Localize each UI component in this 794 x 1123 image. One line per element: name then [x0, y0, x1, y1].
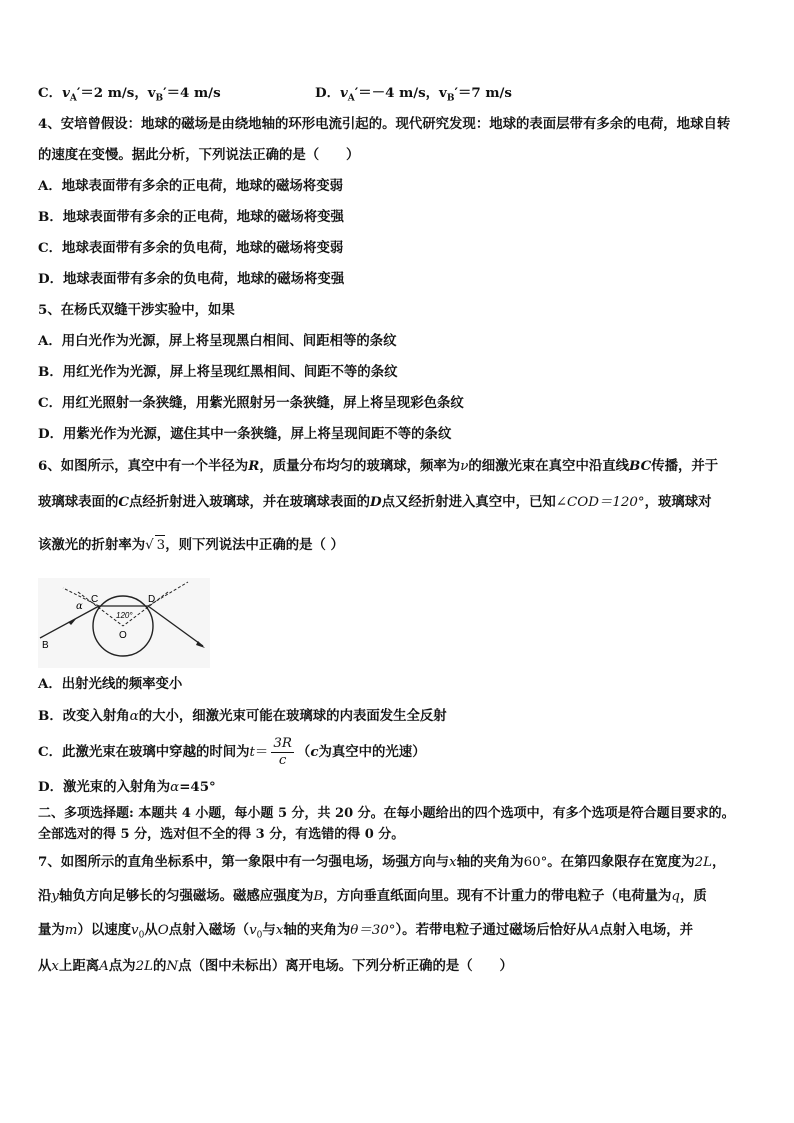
- text: ，质: [679, 888, 707, 904]
- q3-option-c: [38, 82, 221, 104]
- var-a: A: [99, 959, 109, 974]
- q6-stem-line1: [38, 456, 718, 477]
- q5-option-a: A．用白光作为光源，屏上将呈现黑白相间、间距相等的条纹: [38, 333, 397, 349]
- q4-stem-line2: 的速度在变慢。据此分析，下列说法正确的是（ ）: [38, 147, 360, 163]
- q7-stem-line1: [38, 852, 725, 873]
- text: 玻璃球表面的: [38, 494, 119, 510]
- var-d: D: [370, 494, 382, 510]
- q4-stem-line1: 4、安培曾假设：地球的磁场是由绕地轴的环形电流引起的。现代研究发现：地球的表面层带有多余的电荷，地球自转: [38, 116, 731, 132]
- var-a: A: [589, 923, 600, 938]
- text: 轴的夹角为: [283, 922, 351, 938]
- subscript: 0: [256, 930, 263, 941]
- label-b: B: [42, 640, 49, 651]
- option-label: C．: [38, 85, 63, 101]
- q7-stem-line4: [38, 956, 513, 977]
- var-2l: 2L: [135, 959, 153, 974]
- q4-option-c: C．地球表面带有多余的负电荷，地球的磁场将变弱: [38, 240, 344, 256]
- text: ，则下列说法中正确的是（ ）: [165, 537, 344, 553]
- text: 点（图中未标出）离开电场。下列分析正确的是（ ）: [178, 958, 513, 974]
- subscript: A: [69, 93, 77, 104]
- label-o: O: [119, 630, 127, 641]
- var-2l: 2L: [694, 855, 713, 870]
- text: 点又经折射进入真空中，已知: [381, 494, 556, 510]
- text: 。在第四象限存在宽度为: [547, 854, 695, 870]
- text: 的大小，细激光束可能在玻璃球的内表面发生全反射: [138, 708, 447, 724]
- text: C．此激光束在玻璃中穿越的时间为: [38, 744, 250, 760]
- text: 与: [262, 922, 276, 938]
- text: ）以速度: [77, 922, 132, 938]
- equals: ＝: [254, 745, 269, 760]
- text: 点射入磁场（: [168, 922, 250, 938]
- q4-option-b: B．地球表面带有多余的正电荷，地球的磁场将变强: [38, 209, 344, 225]
- numerator: 3R: [273, 736, 292, 751]
- var-c: C: [118, 494, 130, 510]
- text: ，质量分布均匀的玻璃球，频率为: [259, 458, 461, 474]
- text: D．激光束的入射角为: [38, 779, 171, 795]
- q4-option-d: D．地球表面带有多余的负电荷，地球的磁场将变强: [38, 271, 345, 287]
- var-v: v: [249, 923, 257, 938]
- var-m: m: [64, 923, 78, 938]
- sqrt-3: 3: [155, 535, 166, 556]
- var-r: R: [248, 458, 260, 474]
- var-o: O: [157, 923, 169, 938]
- option-label: D．: [315, 85, 341, 101]
- q6-option-c: [38, 734, 426, 771]
- text: 传播，并于: [651, 458, 719, 474]
- angle-cod: ∠COD＝120°: [555, 495, 645, 510]
- var-c: c: [310, 744, 319, 760]
- text: =45°: [179, 779, 216, 795]
- text: ）。若带电粒子通过磁场后恰好从: [395, 922, 590, 938]
- var-x: x: [51, 959, 59, 974]
- text: 沿: [38, 888, 52, 904]
- var-q: q: [671, 889, 680, 904]
- text: 6、如图所示，真空中有一个半径为: [38, 458, 249, 474]
- angle-60: 60°: [523, 855, 548, 870]
- figure-background: [38, 578, 210, 668]
- text: 的: [153, 958, 167, 974]
- q3-option-d: [315, 82, 512, 104]
- var-x: x: [275, 923, 284, 938]
- subscript: A: [347, 93, 355, 104]
- text: 点经折射进入玻璃球，并在玻璃球表面的: [129, 494, 371, 510]
- q7-stem-line3: [38, 920, 693, 946]
- q6-option-b: [38, 706, 447, 727]
- text: 从: [144, 922, 158, 938]
- q7-stem-line2: [38, 886, 707, 907]
- text: ，: [712, 854, 726, 870]
- var-alpha: α: [170, 780, 180, 795]
- var-t: t: [249, 745, 255, 760]
- theta-30: θ＝30°: [350, 923, 396, 938]
- text: 轴的夹角为: [456, 854, 524, 870]
- q5-option-b: B．用红光作为光源，屏上将呈现红黑相间、间距不等的条纹: [38, 364, 398, 380]
- var-y: y: [51, 889, 59, 904]
- label-alpha: α: [76, 601, 83, 612]
- subscript: B: [155, 93, 164, 104]
- text: （: [296, 744, 311, 760]
- text: 的细激光束在真空中沿直线: [468, 458, 630, 474]
- q6-option-d: [38, 777, 216, 798]
- section2-header-line2: 全部选对的得 5 分，选对但不全的得 3 分，有选错的得 0 分。: [38, 827, 405, 842]
- v-symbol: v: [62, 85, 70, 101]
- label-d: D: [148, 594, 156, 605]
- var-x: x: [449, 855, 457, 870]
- label-c: C: [91, 594, 99, 605]
- label-120: 120°: [116, 611, 133, 620]
- denominator: c: [278, 753, 287, 768]
- subscript: 0: [138, 930, 145, 941]
- var-nu: ν: [460, 459, 469, 474]
- q6-stem-line2: [38, 492, 712, 513]
- text: 从: [38, 958, 52, 974]
- option-text: ′＝－4 m/s，v: [354, 85, 447, 101]
- text: 点为: [108, 958, 136, 974]
- q4-option-a: A．地球表面带有多余的正电荷，地球的磁场将变弱: [38, 178, 343, 194]
- text: 量为: [38, 922, 65, 938]
- section2-header-line1: 二、多项选择题: 本题共 4 小题，每小题 5 分，共 20 分。在每小题给出的四个选项中，有多个选项是符合题目要求的。: [38, 806, 735, 821]
- text: B．改变入射角: [38, 708, 130, 724]
- text: 上距离: [58, 958, 100, 974]
- text: ，方向垂直纸面向里。现有不计重力的带电粒子（电荷量为: [323, 888, 672, 904]
- var-alpha: α: [129, 709, 139, 724]
- text: 点射入电场，并: [599, 922, 694, 938]
- q6-option-a: A．出射光线的频率变小: [38, 676, 183, 692]
- option-text: ′＝2 m/s，v: [76, 85, 156, 101]
- q5-stem: 5、在杨氏双缝干涉实验中，如果: [38, 302, 235, 318]
- text: 该激光的折射率为: [38, 537, 146, 553]
- option-text: ′＝4 m/s: [163, 85, 221, 101]
- q5-option-c: C．用红光照射一条狭缝，用紫光照射另一条狭缝，屏上将呈现彩色条纹: [38, 395, 464, 411]
- var-n: N: [166, 959, 179, 974]
- text: ，玻璃球对: [644, 494, 712, 510]
- fraction-3r-over-c: [271, 736, 294, 769]
- subscript: B: [446, 93, 455, 104]
- var-v: v: [131, 923, 139, 938]
- q6-glass-sphere-figure: [38, 578, 210, 668]
- q6-stem-line3: 该激光的折射率为√ 3，则下列说法中正确的是（ ）: [38, 535, 344, 556]
- var-b: B: [313, 889, 324, 904]
- v-symbol: v: [340, 85, 348, 101]
- q5-option-d: D．用紫光作为光源，遮住其中一条狭缝，屏上将呈现间距不等的条纹: [38, 426, 452, 442]
- option-text: ′＝7 m/s: [454, 85, 512, 101]
- text: 轴负方向足够长的匀强磁场。磁感应强度为: [58, 888, 314, 904]
- text: 7、如图所示的直角坐标系中，第一象限中有一匀强电场，场强方向与: [38, 854, 450, 870]
- var-bc: BC: [629, 458, 652, 474]
- text: 为真空中的光速）: [318, 744, 426, 760]
